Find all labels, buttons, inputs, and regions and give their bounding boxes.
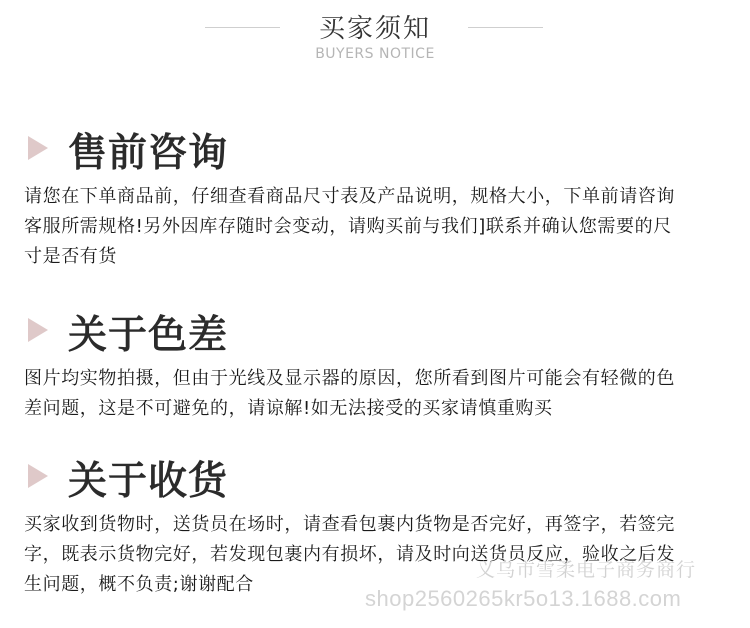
triangle-bullet-icon <box>28 464 48 488</box>
body-line: 图片均实物拍摄，但由于光线及显示器的原因，您所看到图片可能会有轻微的色 <box>24 368 675 389</box>
watermark-shop-url: shop2560265kr5o13.1688.com <box>365 586 682 611</box>
section-heading <box>24 306 726 356</box>
notice-header <box>0 0 750 80</box>
section-heading-text: 关于色差 <box>68 313 229 358</box>
watermark-shop-name: 义乌市雪柔电子商务商行 <box>476 559 697 581</box>
triangle-bullet-icon <box>28 318 48 342</box>
body-line: 生问题，概不负责;谢谢配合 <box>24 574 254 595</box>
body-line: 寸是否有货 <box>24 246 117 267</box>
section-body <box>24 364 726 424</box>
body-line: 差问题，这是不可避免的，请谅解!如无法接受的买家请慎重购买 <box>24 398 553 419</box>
section-heading-text: 关于收货 <box>68 459 229 504</box>
section-presale-consultation <box>24 124 726 272</box>
body-line: 客服所需规格!另外因库存随时会变动，请购买前与我们]联系并确认您需要的尺 <box>24 216 672 237</box>
page-title: 买家须知 <box>318 14 431 44</box>
section-heading-text: 售前咨询 <box>68 131 229 176</box>
section-color-difference <box>24 306 726 424</box>
page-subtitle: BUYERS NOTICE <box>315 46 435 62</box>
section-body <box>24 182 726 272</box>
section-heading <box>24 124 726 174</box>
triangle-bullet-icon <box>28 136 48 160</box>
body-line: 请您在下单商品前，仔细查看商品尺寸表及产品说明，规格大小，下单前请咨询 <box>24 186 675 207</box>
section-heading <box>24 452 726 502</box>
body-line: 买家收到货物时，送货员在场时，请查看包裹内货物是否完好，再签字，若签完 <box>24 514 675 535</box>
body-line: 字，既表示货物完好，若发现包裹内有损坏，请及时向送货员反应，验收之后发 <box>24 544 675 565</box>
